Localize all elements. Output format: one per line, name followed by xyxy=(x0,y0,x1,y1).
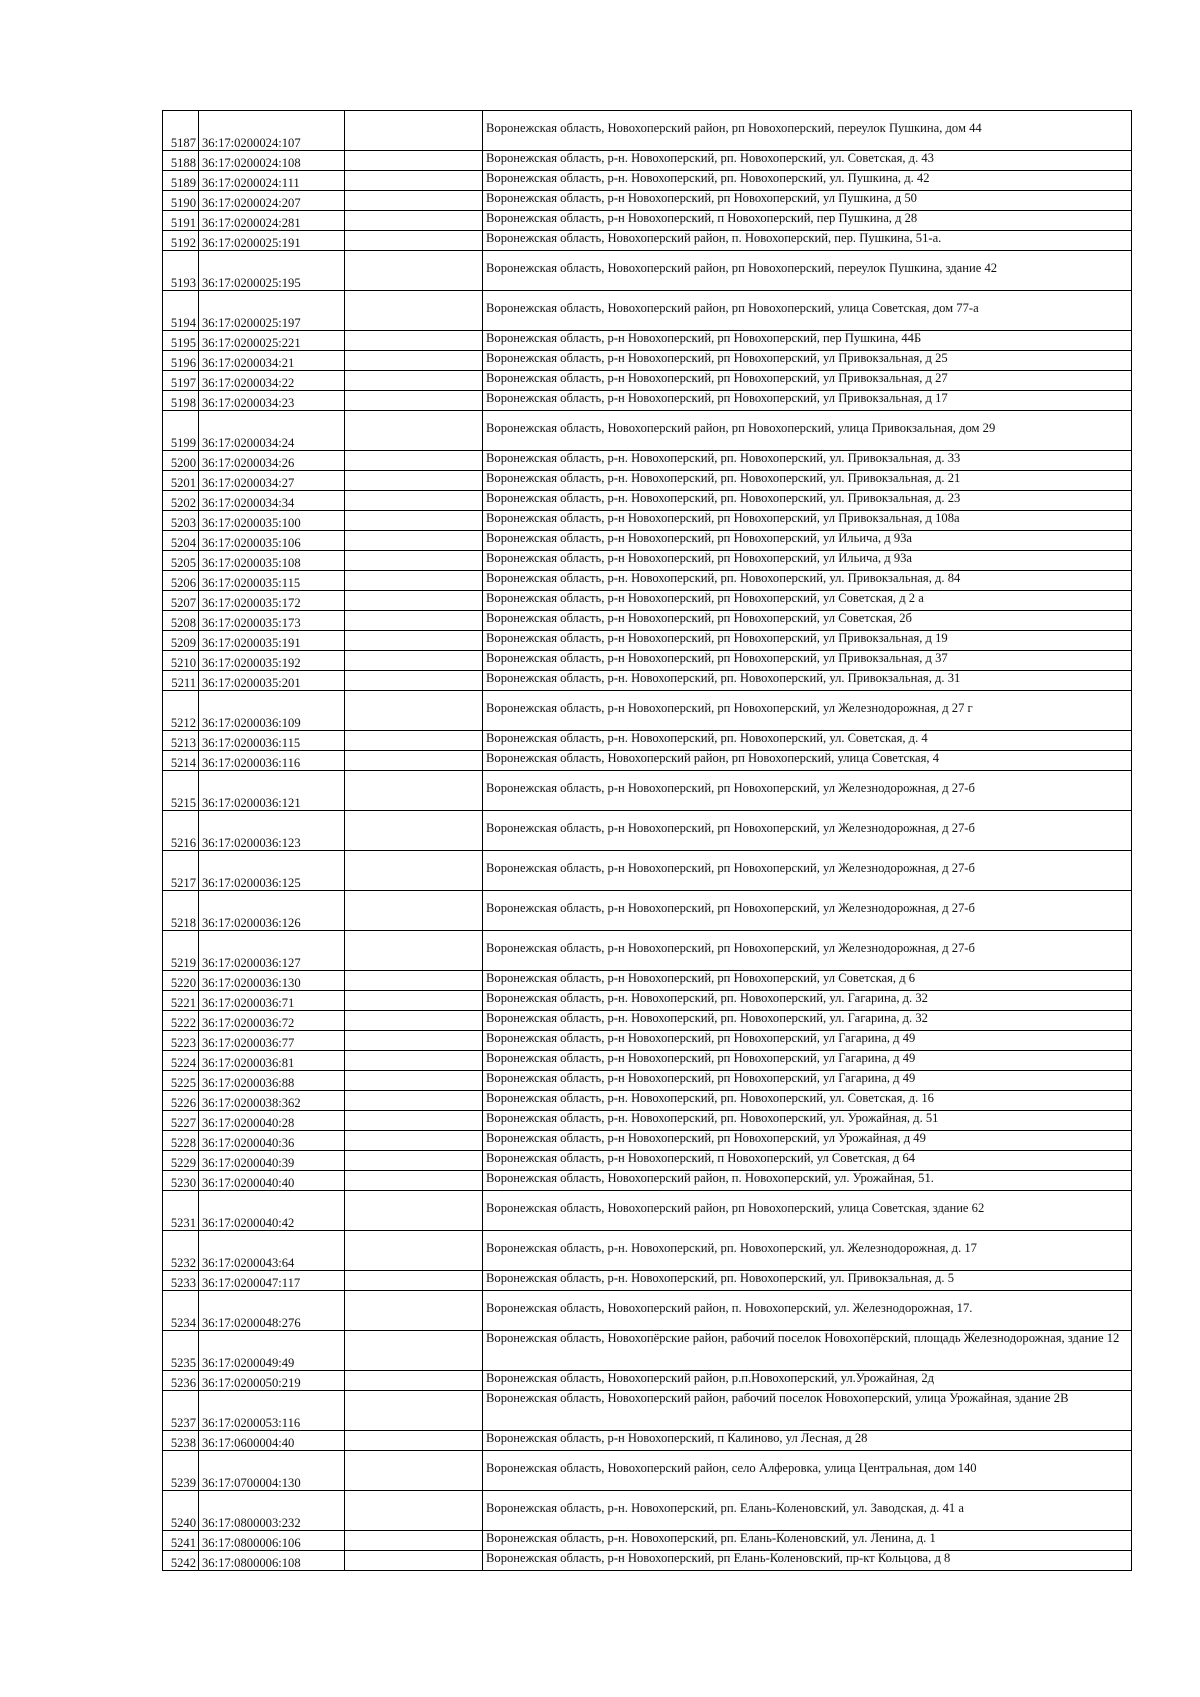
row-number-cell: 5222 xyxy=(163,1011,199,1031)
table-row xyxy=(163,1111,1132,1131)
row-number-cell: 5236 xyxy=(163,1371,199,1391)
address-cell: Воронежская область, р-н. Новохоперский, рп. Новохоперский, ул. Привокзальная, д. 84 xyxy=(483,571,1132,591)
row-number-cell: 5226 xyxy=(163,1091,199,1111)
cadastral-number-cell: 36:17:0200036:81 xyxy=(199,1051,345,1071)
empty-cell xyxy=(345,931,483,971)
empty-cell xyxy=(345,991,483,1011)
cadastral-number-cell: 36:17:0200036:126 xyxy=(199,891,345,931)
cadastral-number-cell: 36:17:0200025:197 xyxy=(199,291,345,331)
row-number-cell: 5224 xyxy=(163,1051,199,1071)
table-row xyxy=(163,931,1132,971)
empty-cell xyxy=(345,1091,483,1111)
empty-cell xyxy=(345,1551,483,1571)
table-row xyxy=(163,671,1132,691)
empty-cell xyxy=(345,731,483,751)
cadastral-number-cell: 36:17:0200025:191 xyxy=(199,231,345,251)
row-number-cell: 5235 xyxy=(163,1331,199,1371)
cadastral-number-cell: 36:17:0200036:88 xyxy=(199,1071,345,1091)
row-number-cell: 5193 xyxy=(163,251,199,291)
table-row xyxy=(163,231,1132,251)
empty-cell xyxy=(345,1051,483,1071)
table-row xyxy=(163,331,1132,351)
empty-cell xyxy=(345,591,483,611)
cadastral-number-cell: 36:17:0200040:39 xyxy=(199,1151,345,1171)
address-cell: Воронежская область, р-н Новохоперский, рп Новохоперский, ул Привокзальная, д 37 xyxy=(483,651,1132,671)
row-number-cell: 5231 xyxy=(163,1191,199,1231)
address-cell: Воронежская область, р-н. Новохоперский, рп. Новохоперский, ул. Гагарина, д. 32 xyxy=(483,1011,1132,1031)
address-cell: Воронежская область, р-н. Новохоперский, рп. Новохоперский, ул. Пушкина, д. 42 xyxy=(483,171,1132,191)
table-row xyxy=(163,1171,1132,1191)
table-row xyxy=(163,731,1132,751)
cadastral-number-cell: 36:17:0200036:115 xyxy=(199,731,345,751)
address-cell: Воронежская область, р-н Новохоперский, рп Новохоперский, ул Советская, 2б xyxy=(483,611,1132,631)
row-number-cell: 5207 xyxy=(163,591,199,611)
address-cell: Воронежская область, р-н. Новохоперский, рп. Новохоперский, ул. Гагарина, д. 32 xyxy=(483,991,1132,1011)
address-cell: Воронежская область, р-н. Новохоперский, рп. Новохоперский, ул. Привокзальная, д. 23 xyxy=(483,491,1132,511)
empty-cell xyxy=(345,1111,483,1131)
row-number-cell: 5202 xyxy=(163,491,199,511)
address-cell: Воронежская область, р-н Новохоперский, рп Новохоперский, ул Привокзальная, д 108а xyxy=(483,511,1132,531)
table-row xyxy=(163,1151,1132,1171)
address-cell: Воронежская область, Новохоперский район, рабочий поселок Новохоперский, улица Урожайная, здание 2В xyxy=(483,1391,1132,1431)
address-cell: Воронежская область, р-н Новохоперский, рп Новохоперский, ул Гагарина, д 49 xyxy=(483,1031,1132,1051)
cadastral-number-cell: 36:17:0200035:191 xyxy=(199,631,345,651)
empty-cell xyxy=(345,191,483,211)
cadastral-number-cell: 36:17:0200024:108 xyxy=(199,151,345,171)
address-cell: Воронежская область, р-н Новохоперский, рп Новохоперский, пер Пушкина, 44Б xyxy=(483,331,1132,351)
empty-cell xyxy=(345,331,483,351)
cadastral-number-cell: 36:17:0200043:64 xyxy=(199,1231,345,1271)
address-cell: Воронежская область, р-н Новохоперский, рп Новохоперский, ул Привокзальная, д 17 xyxy=(483,391,1132,411)
empty-cell xyxy=(345,691,483,731)
row-number-cell: 5229 xyxy=(163,1151,199,1171)
address-cell: Воронежская область, Новохопёрские район, рабочий поселок Новохопёрский, площадь Железнодорожная, здание 12 xyxy=(483,1331,1132,1371)
cadastral-number-cell: 36:17:0200040:28 xyxy=(199,1111,345,1131)
address-cell: Воронежская область, р-н Новохоперский, рп Новохоперский, ул Гагарина, д 49 xyxy=(483,1051,1132,1071)
cadastral-number-cell: 36:17:0200025:221 xyxy=(199,331,345,351)
empty-cell xyxy=(345,531,483,551)
row-number-cell: 5239 xyxy=(163,1451,199,1491)
table-row xyxy=(163,1231,1132,1271)
empty-cell xyxy=(345,1391,483,1431)
empty-cell xyxy=(345,1531,483,1551)
table-row xyxy=(163,771,1132,811)
cadastral-number-cell: 36:17:0200035:108 xyxy=(199,551,345,571)
address-cell: Воронежская область, р-н Новохоперский, рп Новохоперский, ул Железнодорожная, д 27-б xyxy=(483,771,1132,811)
address-cell: Воронежская область, Новохоперский район, рп Новохоперский, улица Советская, 4 xyxy=(483,751,1132,771)
empty-cell xyxy=(345,811,483,851)
table-row xyxy=(163,451,1132,471)
cadastral-number-cell: 36:17:0200047:117 xyxy=(199,1271,345,1291)
table-row xyxy=(163,991,1132,1011)
row-number-cell: 5227 xyxy=(163,1111,199,1131)
empty-cell xyxy=(345,231,483,251)
address-cell: Воронежская область, р-н. Новохоперский, рп. Новохоперский, ул. Советская, д. 4 xyxy=(483,731,1132,751)
cadastral-number-cell: 36:17:0200035:100 xyxy=(199,511,345,531)
row-number-cell: 5215 xyxy=(163,771,199,811)
empty-cell xyxy=(345,291,483,331)
address-cell: Воронежская область, р-н. Новохоперский, рп. Новохоперский, ул. Советская, д. 43 xyxy=(483,151,1132,171)
table-row xyxy=(163,391,1132,411)
empty-cell xyxy=(345,671,483,691)
cadastral-number-cell: 36:17:0200036:130 xyxy=(199,971,345,991)
row-number-cell: 5205 xyxy=(163,551,199,571)
cadastral-number-cell: 36:17:0200050:219 xyxy=(199,1371,345,1391)
row-number-cell: 5234 xyxy=(163,1291,199,1331)
row-number-cell: 5204 xyxy=(163,531,199,551)
empty-cell xyxy=(345,1071,483,1091)
cadastral-number-cell: 36:17:0200034:26 xyxy=(199,451,345,471)
table-row xyxy=(163,1431,1132,1451)
address-cell: Воронежская область, р-н Новохоперский, рп Новохоперский, ул Железнодорожная, д 27-б xyxy=(483,851,1132,891)
cadastral-number-cell: 36:17:0200035:106 xyxy=(199,531,345,551)
table-row xyxy=(163,111,1132,151)
empty-cell xyxy=(345,471,483,491)
empty-cell xyxy=(345,571,483,591)
address-cell: Воронежская область, Новохоперский район, п. Новохоперский, ул. Железнодорожная, 17. xyxy=(483,1291,1132,1331)
address-cell: Воронежская область, р-н. Новохоперский, рп. Новохоперский, ул. Привокзальная, д. 21 xyxy=(483,471,1132,491)
empty-cell xyxy=(345,111,483,151)
empty-cell xyxy=(345,1451,483,1491)
cadastral-number-cell: 36:17:0200038:362 xyxy=(199,1091,345,1111)
address-cell: Воронежская область, р-н Новохоперский, рп Новохоперский, ул Железнодорожная, д 27-б xyxy=(483,891,1132,931)
address-cell: Воронежская область, Новохоперский район, п. Новохоперский, пер. Пушкина, 51-а. xyxy=(483,231,1132,251)
row-number-cell: 5217 xyxy=(163,851,199,891)
row-number-cell: 5233 xyxy=(163,1271,199,1291)
row-number-cell: 5210 xyxy=(163,651,199,671)
address-cell: Воронежская область, Новохоперский район, рп Новохоперский, переулок Пушкина, здание 42 xyxy=(483,251,1132,291)
address-cell: Воронежская область, р-н Новохоперский, рп Новохоперский, ул Ильича, д 93а xyxy=(483,531,1132,551)
address-cell: Воронежская область, р-н. Новохоперский, рп. Новохоперский, ул. Железнодорожная, д. 17 xyxy=(483,1231,1132,1271)
address-cell: Воронежская область, р-н. Новохоперский, рп. Новохоперский, ул. Советская, д. 16 xyxy=(483,1091,1132,1111)
cadastral-number-cell: 36:17:0200035:172 xyxy=(199,591,345,611)
cadastral-number-cell: 36:17:0200034:27 xyxy=(199,471,345,491)
address-cell: Воронежская область, р-н Новохоперский, п Калиново, ул Лесная, д 28 xyxy=(483,1431,1132,1451)
cadastral-number-cell: 36:17:0200034:34 xyxy=(199,491,345,511)
cadastral-number-cell: 36:17:0700004:130 xyxy=(199,1451,345,1491)
address-cell: Воронежская область, р-н Новохоперский, рп Новохоперский, ул Советская, д 2 а xyxy=(483,591,1132,611)
address-cell: Воронежская область, р-н Новохоперский, рп Новохоперский, ул Гагарина, д 49 xyxy=(483,1071,1132,1091)
cadastral-number-cell: 36:17:0200035:173 xyxy=(199,611,345,631)
row-number-cell: 5223 xyxy=(163,1031,199,1051)
row-number-cell: 5214 xyxy=(163,751,199,771)
cadastral-number-cell: 36:17:0200036:71 xyxy=(199,991,345,1011)
address-cell: Воронежская область, Новохоперский район, рп Новохоперский, улица Советская, здание 62 xyxy=(483,1191,1132,1231)
empty-cell xyxy=(345,651,483,671)
row-number-cell: 5218 xyxy=(163,891,199,931)
table-row xyxy=(163,151,1132,171)
empty-cell xyxy=(345,1371,483,1391)
table-row xyxy=(163,291,1132,331)
address-cell: Воронежская область, р-н. Новохоперский, рп. Елань-Коленовский, ул. Ленина, д. 1 xyxy=(483,1531,1132,1551)
cadastral-number-cell: 36:17:0200034:23 xyxy=(199,391,345,411)
table-row xyxy=(163,611,1132,631)
address-cell: Воронежская область, р-н Новохоперский, рп Новохоперский, ул Железнодорожная, д 27-б xyxy=(483,811,1132,851)
cadastral-number-cell: 36:17:0200034:21 xyxy=(199,351,345,371)
table-row xyxy=(163,411,1132,451)
table-row xyxy=(163,171,1132,191)
empty-cell xyxy=(345,1131,483,1151)
address-cell: Воронежская область, Новохоперский район, п. Новохоперский, ул. Урожайная, 51. xyxy=(483,1171,1132,1191)
row-number-cell: 5241 xyxy=(163,1531,199,1551)
cadastral-number-cell: 36:17:0200024:281 xyxy=(199,211,345,231)
cadastral-number-cell: 36:17:0800003:232 xyxy=(199,1491,345,1531)
row-number-cell: 5213 xyxy=(163,731,199,751)
row-number-cell: 5216 xyxy=(163,811,199,851)
address-cell: Воронежская область, р-н. Новохоперский, рп. Новохоперский, ул. Урожайная, д. 51 xyxy=(483,1111,1132,1131)
cadastral-number-cell: 36:17:0200040:40 xyxy=(199,1171,345,1191)
cadastral-number-cell: 36:17:0200024:107 xyxy=(199,111,345,151)
table-row xyxy=(163,1031,1132,1051)
address-cell: Воронежская область, р-н Новохоперский, рп Новохоперский, ул Железнодорожная, д 27-б xyxy=(483,931,1132,971)
cadastral-number-cell: 36:17:0200034:24 xyxy=(199,411,345,451)
address-cell: Воронежская область, р-н Новохоперский, рп Новохоперский, ул Советская, д 6 xyxy=(483,971,1132,991)
table-row xyxy=(163,591,1132,611)
address-cell: Воронежская область, р-н Новохоперский, п Новохоперский, ул Советская, д 64 xyxy=(483,1151,1132,1171)
row-number-cell: 5238 xyxy=(163,1431,199,1451)
table-row xyxy=(163,891,1132,931)
empty-cell xyxy=(345,491,483,511)
address-cell: Воронежская область, Новохоперский район, р.п.Новохоперский, ул.Урожайная, 2д xyxy=(483,1371,1132,1391)
row-number-cell: 5190 xyxy=(163,191,199,211)
cadastral-number-cell: 36:17:0200024:207 xyxy=(199,191,345,211)
address-cell: Воронежская область, р-н. Новохоперский, рп. Новохоперский, ул. Привокзальная, д. 5 xyxy=(483,1271,1132,1291)
address-cell: Воронежская область, р-н Новохоперский, п Новохоперский, пер Пушкина, д 28 xyxy=(483,211,1132,231)
table-row xyxy=(163,691,1132,731)
empty-cell xyxy=(345,151,483,171)
row-number-cell: 5230 xyxy=(163,1171,199,1191)
table-row xyxy=(163,751,1132,771)
table-row xyxy=(163,1131,1132,1151)
table-row xyxy=(163,191,1132,211)
table-row xyxy=(163,251,1132,291)
table-row xyxy=(163,1391,1132,1431)
table-row xyxy=(163,571,1132,591)
empty-cell xyxy=(345,411,483,451)
empty-cell xyxy=(345,171,483,191)
cadastral-number-cell: 36:17:0200035:115 xyxy=(199,571,345,591)
table-row xyxy=(163,1051,1132,1071)
row-number-cell: 5199 xyxy=(163,411,199,451)
row-number-cell: 5208 xyxy=(163,611,199,631)
empty-cell xyxy=(345,1151,483,1171)
row-number-cell: 5237 xyxy=(163,1391,199,1431)
table-row xyxy=(163,971,1132,991)
address-cell: Воронежская область, р-н Новохоперский, рп Новохоперский, ул Привокзальная, д 19 xyxy=(483,631,1132,651)
table-row xyxy=(163,1551,1132,1571)
table-row xyxy=(163,1071,1132,1091)
cadastral-number-cell: 36:17:0200048:276 xyxy=(199,1291,345,1331)
table-row xyxy=(163,471,1132,491)
address-cell: Воронежская область, Новохоперский район, рп Новохоперский, улица Советская, дом 77-а xyxy=(483,291,1132,331)
address-cell: Воронежская область, р-н. Новохоперский, рп. Новохоперский, ул. Привокзальная, д. 31 xyxy=(483,671,1132,691)
table-row xyxy=(163,1451,1132,1491)
table-row xyxy=(163,1091,1132,1111)
cadastral-number-cell: 36:17:0200053:116 xyxy=(199,1391,345,1431)
address-cell: Воронежская область, р-н Новохоперский, рп Новохоперский, ул Пушкина, д 50 xyxy=(483,191,1132,211)
empty-cell xyxy=(345,351,483,371)
table-row xyxy=(163,551,1132,571)
empty-cell xyxy=(345,751,483,771)
row-number-cell: 5232 xyxy=(163,1231,199,1271)
empty-cell xyxy=(345,1291,483,1331)
row-number-cell: 5206 xyxy=(163,571,199,591)
empty-cell xyxy=(345,631,483,651)
row-number-cell: 5209 xyxy=(163,631,199,651)
empty-cell xyxy=(345,1271,483,1291)
row-number-cell: 5219 xyxy=(163,931,199,971)
cadastral-number-cell: 36:17:0800006:106 xyxy=(199,1531,345,1551)
table-row xyxy=(163,1271,1132,1291)
table-row xyxy=(163,531,1132,551)
address-cell: Воронежская область, Новохоперский район, рп Новохоперский, улица Привокзальная, дом 29 xyxy=(483,411,1132,451)
empty-cell xyxy=(345,451,483,471)
address-cell: Воронежская область, р-н Новохоперский, рп Новохоперский, ул Привокзальная, д 27 xyxy=(483,371,1132,391)
row-number-cell: 5188 xyxy=(163,151,199,171)
row-number-cell: 5194 xyxy=(163,291,199,331)
table-body xyxy=(163,111,1132,1571)
empty-cell xyxy=(345,1191,483,1231)
row-number-cell: 5201 xyxy=(163,471,199,491)
empty-cell xyxy=(345,1431,483,1451)
row-number-cell: 5228 xyxy=(163,1131,199,1151)
table-row xyxy=(163,1531,1132,1551)
table-row xyxy=(163,491,1132,511)
table-row xyxy=(163,1291,1132,1331)
table-row xyxy=(163,851,1132,891)
cadastral-number-cell: 36:17:0800006:108 xyxy=(199,1551,345,1571)
address-cell: Воронежская область, р-н. Новохоперский, рп. Елань-Коленовский, ул. Заводская, д. 41 а xyxy=(483,1491,1132,1531)
empty-cell xyxy=(345,391,483,411)
address-cell: Воронежская область, р-н Новохоперский, рп Новохоперский, ул Железнодорожная, д 27 г xyxy=(483,691,1132,731)
row-number-cell: 5221 xyxy=(163,991,199,1011)
empty-cell xyxy=(345,1031,483,1051)
empty-cell xyxy=(345,1491,483,1531)
property-table xyxy=(162,110,1132,1571)
empty-cell xyxy=(345,971,483,991)
cadastral-number-cell: 36:17:0200024:111 xyxy=(199,171,345,191)
row-number-cell: 5212 xyxy=(163,691,199,731)
empty-cell xyxy=(345,891,483,931)
row-number-cell: 5191 xyxy=(163,211,199,231)
cadastral-number-cell: 36:17:0600004:40 xyxy=(199,1431,345,1451)
empty-cell xyxy=(345,511,483,531)
cadastral-number-cell: 36:17:0200035:201 xyxy=(199,671,345,691)
row-number-cell: 5240 xyxy=(163,1491,199,1531)
empty-cell xyxy=(345,551,483,571)
empty-cell xyxy=(345,251,483,291)
cadastral-number-cell: 36:17:0200036:125 xyxy=(199,851,345,891)
address-cell: Воронежская область, р-н Новохоперский, рп Новохоперский, ул Урожайная, д 49 xyxy=(483,1131,1132,1151)
cadastral-number-cell: 36:17:0200036:109 xyxy=(199,691,345,731)
cadastral-number-cell: 36:17:0200036:123 xyxy=(199,811,345,851)
cadastral-number-cell: 36:17:0200036:72 xyxy=(199,1011,345,1031)
table-row xyxy=(163,371,1132,391)
row-number-cell: 5220 xyxy=(163,971,199,991)
table-row xyxy=(163,511,1132,531)
empty-cell xyxy=(345,371,483,391)
row-number-cell: 5198 xyxy=(163,391,199,411)
cadastral-number-cell: 36:17:0200040:36 xyxy=(199,1131,345,1151)
row-number-cell: 5197 xyxy=(163,371,199,391)
table-row xyxy=(163,631,1132,651)
address-cell: Воронежская область, р-н Новохоперский, рп Новохоперский, ул Привокзальная, д 25 xyxy=(483,351,1132,371)
cadastral-number-cell: 36:17:0200034:22 xyxy=(199,371,345,391)
row-number-cell: 5211 xyxy=(163,671,199,691)
table-row xyxy=(163,211,1132,231)
table-row xyxy=(163,651,1132,671)
cadastral-number-cell: 36:17:0200036:127 xyxy=(199,931,345,971)
cadastral-number-cell: 36:17:0200035:192 xyxy=(199,651,345,671)
row-number-cell: 5195 xyxy=(163,331,199,351)
cadastral-number-cell: 36:17:0200025:195 xyxy=(199,251,345,291)
row-number-cell: 5187 xyxy=(163,111,199,151)
cadastral-number-cell: 36:17:0200036:121 xyxy=(199,771,345,811)
empty-cell xyxy=(345,611,483,631)
table-row xyxy=(163,1011,1132,1031)
table-row xyxy=(163,811,1132,851)
address-cell: Воронежская область, Новохоперский район, рп Новохоперский, переулок Пушкина, дом 44 xyxy=(483,111,1132,151)
row-number-cell: 5192 xyxy=(163,231,199,251)
cadastral-number-cell: 36:17:0200036:77 xyxy=(199,1031,345,1051)
empty-cell xyxy=(345,1231,483,1271)
cadastral-number-cell: 36:17:0200036:116 xyxy=(199,751,345,771)
row-number-cell: 5225 xyxy=(163,1071,199,1091)
empty-cell xyxy=(345,1331,483,1371)
cadastral-number-cell: 36:17:0200040:42 xyxy=(199,1191,345,1231)
empty-cell xyxy=(345,211,483,231)
empty-cell xyxy=(345,1011,483,1031)
address-cell: Воронежская область, Новохоперский район, село Алферовка, улица Центральная, дом 140 xyxy=(483,1451,1132,1491)
empty-cell xyxy=(345,1171,483,1191)
row-number-cell: 5189 xyxy=(163,171,199,191)
address-cell: Воронежская область, р-н. Новохоперский, рп. Новохоперский, ул. Привокзальная, д. 33 xyxy=(483,451,1132,471)
empty-cell xyxy=(345,851,483,891)
table-row xyxy=(163,1371,1132,1391)
address-cell: Воронежская область, р-н Новохоперский, рп Новохоперский, ул Ильича, д 93а xyxy=(483,551,1132,571)
row-number-cell: 5242 xyxy=(163,1551,199,1571)
table-row xyxy=(163,1191,1132,1231)
table-row xyxy=(163,1331,1132,1371)
table-row xyxy=(163,351,1132,371)
cadastral-number-cell: 36:17:0200049:49 xyxy=(199,1331,345,1371)
address-cell: Воронежская область, р-н Новохоперский, рп Елань-Коленовский, пр-кт Кольцова, д 8 xyxy=(483,1551,1132,1571)
row-number-cell: 5200 xyxy=(163,451,199,471)
empty-cell xyxy=(345,771,483,811)
row-number-cell: 5203 xyxy=(163,511,199,531)
row-number-cell: 5196 xyxy=(163,351,199,371)
table-row xyxy=(163,1491,1132,1531)
